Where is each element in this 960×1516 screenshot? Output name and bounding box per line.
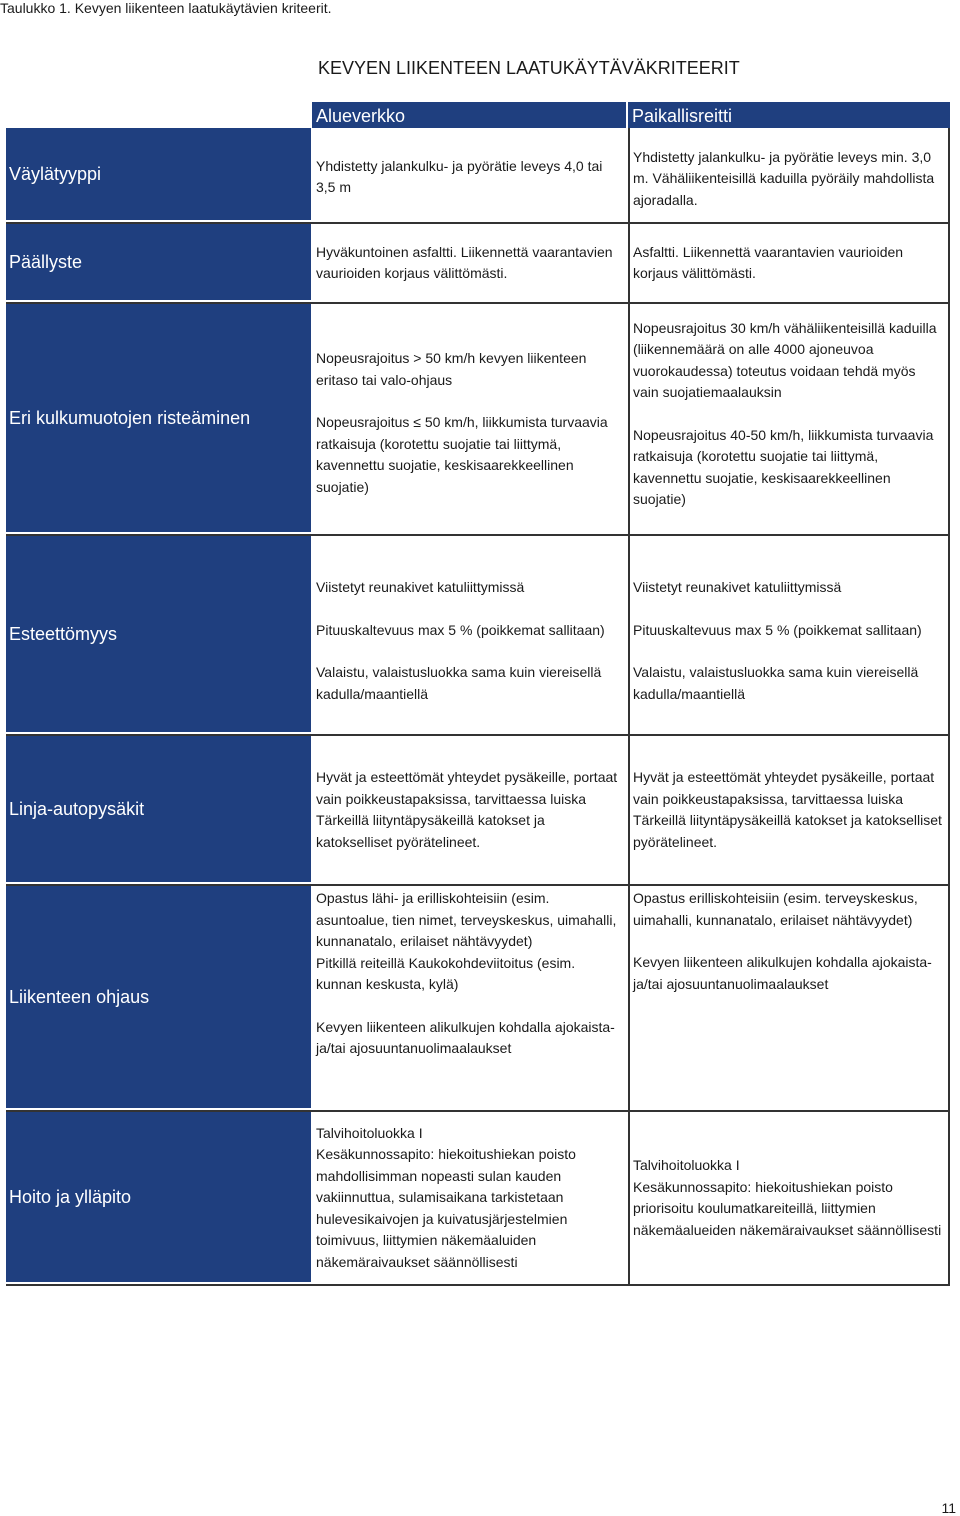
cell-text: Asfaltti. Liikennettä vaarantavien vaurioiden korjaus välittömästi. [633, 243, 904, 281]
table-row-accessibility [6, 536, 950, 736]
column-header-local-route: Paikallisreitti [628, 102, 950, 128]
row-label: Liikenteen ohjaus [6, 886, 311, 1108]
cell-text: Yhdistetty jalankulku- ja pyörätie leveys 4,0 tai 3,5 m [316, 157, 603, 195]
cell-local-route [628, 886, 950, 1110]
cell-text: Tärkeillä liityntäpysäkeillä katokset ja katokselliset pyörätelineet. [316, 812, 545, 850]
cell-text: Kevyen liikenteen alikulkujen kohdalla ajokaista- ja/tai ajosuuntanuolimaalaukset [633, 954, 932, 992]
column-header-row [6, 102, 950, 128]
cell-text: Kevyen liikenteen alikulkujen kohdalla ajokaista- ja/tai ajosuuntanuolimaalaukset [316, 1018, 615, 1056]
cell-text: Hyvät ja esteettömät yhteydet pysäkeille, portaat vain poikkeustapaksissa, tarvittaessa luiska [633, 769, 935, 807]
cell-area-network [312, 886, 628, 1110]
row-label: Esteettömyys [6, 536, 311, 732]
cell-text: Pituuskaltevuus max 5 % (poikkemat sallitaan) [316, 621, 605, 638]
cell-local-route [628, 304, 950, 534]
cell-local-route [628, 224, 950, 302]
criteria-table [6, 102, 950, 1286]
cell-local-route [628, 128, 950, 222]
cell-text: Kesäkunnossapito: hiekoitushiekan poisto priorisoitu koulumatkareiteillä, liittymien näkemäalueiden näkemäraivaukset säännöllisesti [633, 1178, 942, 1238]
table-row-bus-stops [6, 736, 950, 886]
cell-text: Viistetyt reunakivet katuliittymissä [316, 579, 525, 595]
cell-text: Nopeusrajoitus > 50 km/h kevyen liikenteen eritaso tai valo-ohjaus [316, 350, 587, 388]
cell-text: Talvihoitoluokka I [633, 1157, 740, 1173]
cell-text: Valaistu, valaistusluokka sama kuin viereisellä kadulla/maantiellä [316, 664, 602, 702]
row-label: Hoito ja ylläpito [6, 1112, 311, 1282]
cell-text: Talvihoitoluokka I [316, 1124, 423, 1141]
column-header-area-network: Alueverkko [312, 102, 626, 128]
cell-text: Hyväkuntoinen asfaltti. Liikennettä vaarantavien vaurioiden korjaus välittömästi. [316, 243, 613, 281]
cell-text: Tärkeillä liityntäpysäkeillä katokset ja katokselliset pyörätelineet. [633, 812, 942, 850]
cell-local-route [628, 1112, 950, 1284]
cell-area-network [312, 536, 628, 734]
cell-text: Nopeusrajoitus ≤ 50 km/h, liikkumista turvaavia ratkaisuja (korotettu suojatie tai liittymä, kavennettu suojatie, keskisaarekkeellinen suojatie) [316, 414, 608, 495]
cell-text: Nopeusrajoitus 40-50 km/h, liikkumista turvaavia ratkaisuja (korotettu suojatie tai liittymä, kavennettu suojatie, keskisaarekkeellinen suojatie) [633, 426, 934, 507]
page-number: 11 [941, 1500, 956, 1516]
row-label: Väylätyyppi [6, 128, 311, 220]
table-row-traffic-guidance [6, 886, 950, 1112]
row-label: Linja-autopysäkit [6, 736, 311, 882]
cell-area-network [312, 736, 628, 884]
table-title: KEVYEN LIIKENTEEN LAATUKÄYTÄVÄKRITEERIT [318, 58, 740, 78]
cell-area-network [312, 1112, 628, 1284]
cell-text: Pitkillä reiteillä Kaukokohdeviitoitus (esim. kunnan keskusta, kylä) [316, 954, 576, 992]
table-row-surface [6, 224, 950, 304]
cell-text: Yhdistetty jalankulku- ja pyörätie leveys min. 3,0 m. Vähäliikenteisillä kaduilla pyöräily mahdollista ajoradalla. [633, 148, 935, 208]
cell-text: Pituuskaltevuus max 5 % (poikkemat sallitaan) [633, 621, 922, 638]
cell-text: Viistetyt reunakivet katuliittymissä [633, 579, 842, 595]
cell-area-network [312, 128, 628, 222]
cell-text: Kesäkunnossapito: hiekoitushiekan poisto mahdollisimman nopeasti sulan kauden vakiinnuttua, sulamisaikana tarkistetaan hulevesikaivojen ja kuivatusjärjestelmien toimivuus, liittymien näkemäaluiden näkemäraivaukset säännöllisesti [316, 1146, 576, 1270]
cell-text: Valaistu, valaistusluokka sama kuin viereisellä kadulla/maantiellä [633, 664, 919, 702]
cell-text: Opastus lähi- ja erilliskohteisiin (esim. asuntoalue, tien nimet, terveyskeskus, uimahalli, kunnanatalo, erilaiset nähtävyydet) [316, 890, 617, 949]
cell-local-route [628, 536, 950, 734]
table-caption: Taulukko 1. Kevyen liikenteen laatukäytävien kriteerit. [0, 0, 332, 16]
cell-local-route [628, 736, 950, 884]
row-label: Eri kulkumuotojen risteäminen [6, 304, 311, 532]
cell-area-network [312, 224, 628, 302]
cell-text: Opastus erilliskohteisiin (esim. terveyskeskus, uimahalli, kunnanatalo, erilaiset nähtävyydet) [633, 890, 918, 928]
table-row-crossings [6, 304, 950, 536]
cell-text: Nopeusrajoitus 30 km/h vähäliikenteisillä kaduilla (liikennemäärä on alle 4000 ajoneuvoa vuorokaudessa) toteutus voidaan tehdä myös vain suojatiemaalauksin [633, 319, 937, 400]
row-label: Päällyste [6, 224, 311, 300]
cell-text: Hyvät ja esteettömät yhteydet pysäkeille, portaat vain poikkeustapaksissa, tarvittaessa luiska [316, 769, 618, 807]
table-row-maintenance [6, 1112, 950, 1286]
table-row-route-type [6, 128, 950, 224]
cell-area-network [312, 304, 628, 534]
